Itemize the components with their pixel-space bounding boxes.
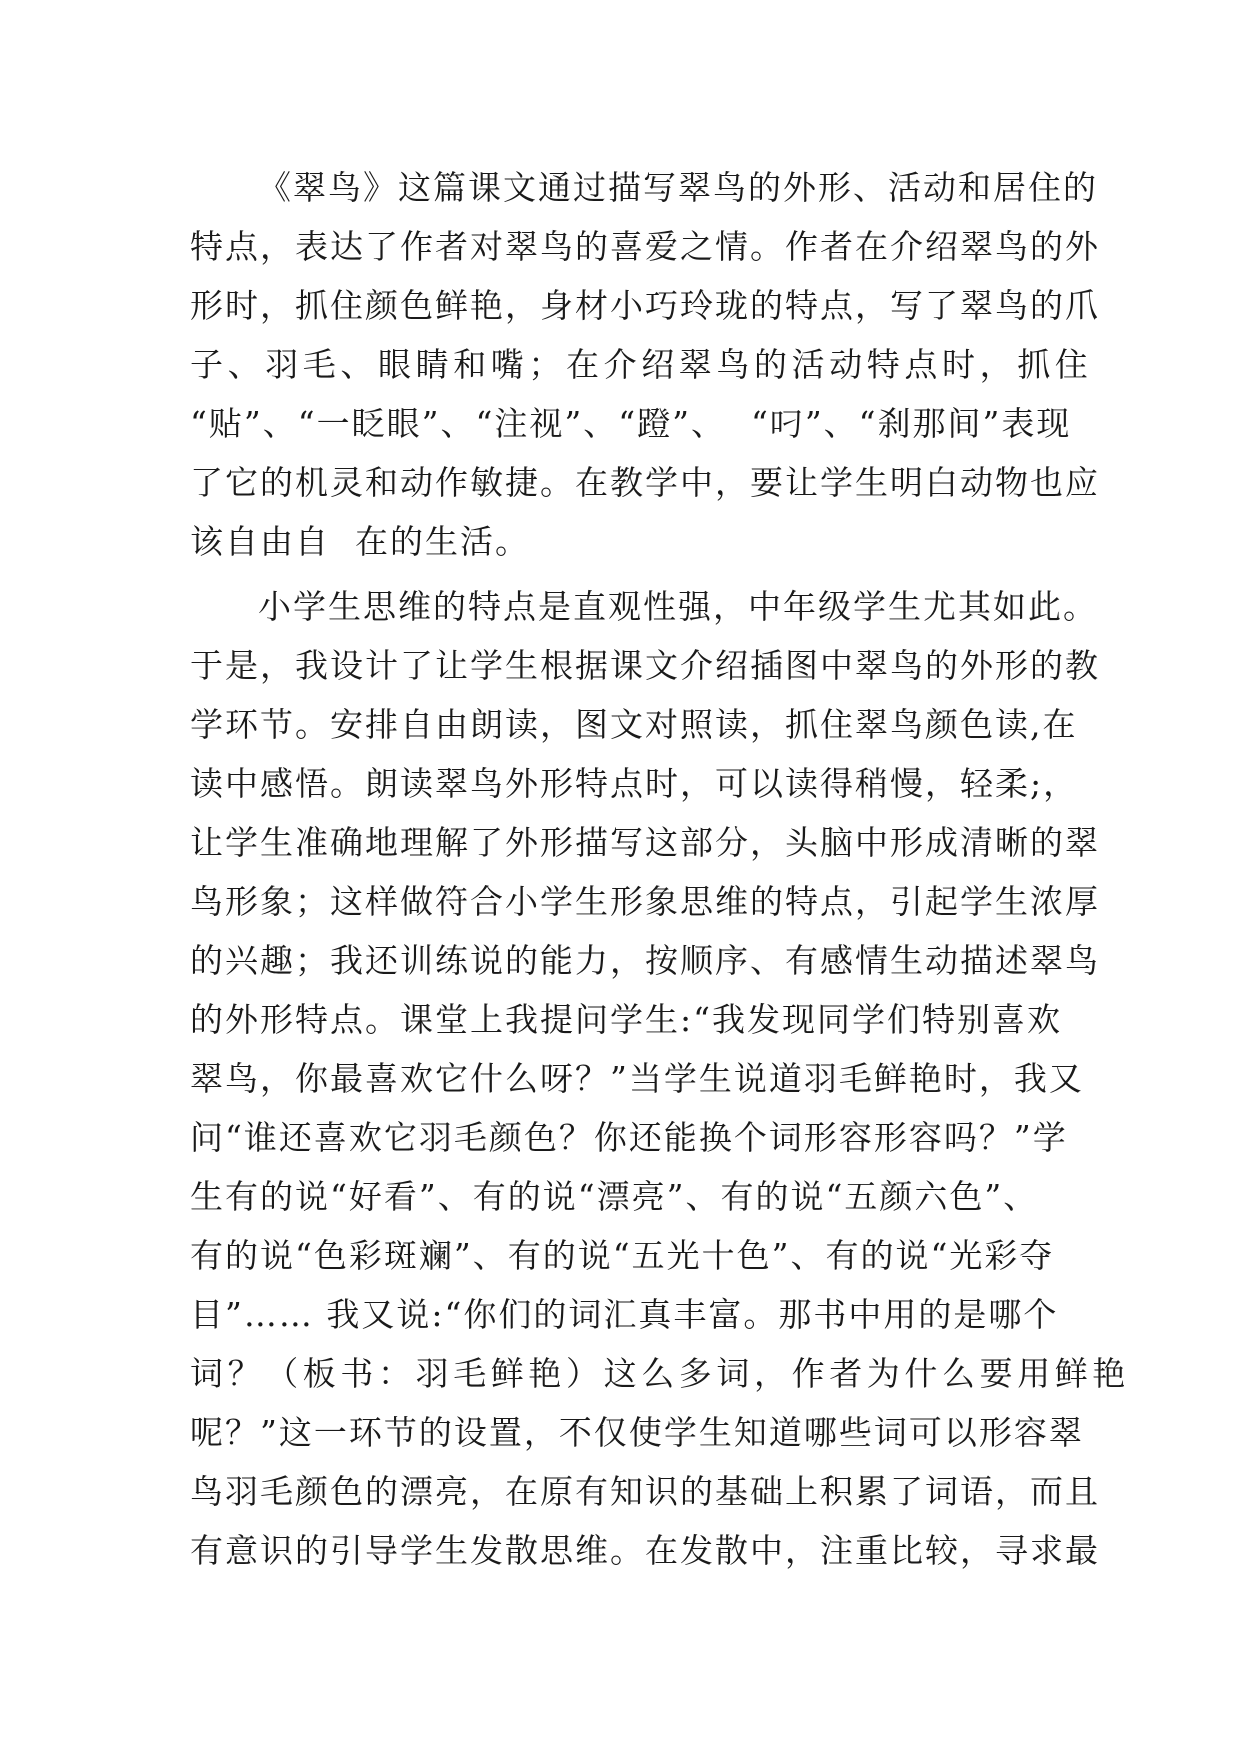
text-line: 鸟羽毛颜色的漂亮，在原有知识的基础上积累了词语，而且 xyxy=(190,1472,1100,1511)
text-line: 的兴趣；我还训练说的能力，按顺序、有感情生动描述翠鸟 xyxy=(190,941,1100,980)
text-line: 有的说“色彩斑斓”、有的说“五光十色”、有的说“光彩夺 xyxy=(190,1236,1055,1275)
text-line: 《翠鸟》这篇课文通过描写翠鸟的外形、活动和居住的 xyxy=(258,168,1098,207)
text-line: “贴”、“一眨眼”、“注视”、“蹬”、 “叼”、“刹那间”表现 xyxy=(190,404,1072,443)
document-body xyxy=(190,158,1230,1580)
text-line: 读中感悟。朗读翠鸟外形特点时，可以读得稍慢，轻柔;， xyxy=(190,764,1079,803)
text-line: 了它的机灵和动作敏捷。在教学中，要让学生明白动物也应 xyxy=(190,463,1100,502)
text-line: 于是，我设计了让学生根据课文介绍插图中翠鸟的外形的教 xyxy=(190,646,1100,685)
paragraph-2 xyxy=(190,577,1230,1580)
text-line: 目”…… 我又说:“你们的词汇真丰富。那书中用的是哪个 xyxy=(190,1295,1059,1334)
paragraph-1 xyxy=(190,158,1230,571)
text-line: 小学生思维的特点是直观性强，中年级学生尤其如此。 xyxy=(258,587,1098,626)
text-line: 词？（板书：羽毛鲜艳）这么多词，作者为什么要用鲜艳 xyxy=(190,1354,1130,1393)
text-line: 让学生准确地理解了外形描写这部分，头脑中形成清晰的翠 xyxy=(190,823,1100,862)
text-line: 呢？”这一环节的设置，不仅使学生知道哪些词可以形容翠 xyxy=(190,1413,1084,1452)
text-line: 生有的说“好看”、有的说“漂亮”、有的说“五颜六色”、 xyxy=(190,1177,1039,1216)
text-line: 翠鸟，你最喜欢它什么呀？”当学生说道羽毛鲜艳时，我又 xyxy=(190,1059,1084,1098)
text-line: 形时，抓住颜色鲜艳，身材小巧玲珑的特点，写了翠鸟的爪 xyxy=(190,286,1100,325)
text-line: 特点，表达了作者对翠鸟的喜爱之情。作者在介绍翠鸟的外 xyxy=(190,227,1100,266)
text-line: 子、羽毛、眼睛和嘴；在介绍翠鸟的活动特点时，抓住 xyxy=(190,345,1093,384)
text-line: 该自由自 在的生活。 xyxy=(190,522,530,561)
text-line: 的外形特点。课堂上我提问学生:“我发现同学们特别喜欢 xyxy=(190,1000,1062,1039)
text-line: 有意识的引导学生发散思维。在发散中，注重比较，寻求最 xyxy=(190,1531,1100,1570)
text-line: 鸟形象；这样做符合小学生形象思维的特点，引起学生浓厚 xyxy=(190,882,1100,921)
text-line: 问“谁还喜欢它羽毛颜色？你还能换个词形容形容吗？”学 xyxy=(190,1118,1068,1157)
text-line: 学环节。安排自由朗读，图文对照读，抓住翠鸟颜色读,在 xyxy=(190,705,1078,744)
